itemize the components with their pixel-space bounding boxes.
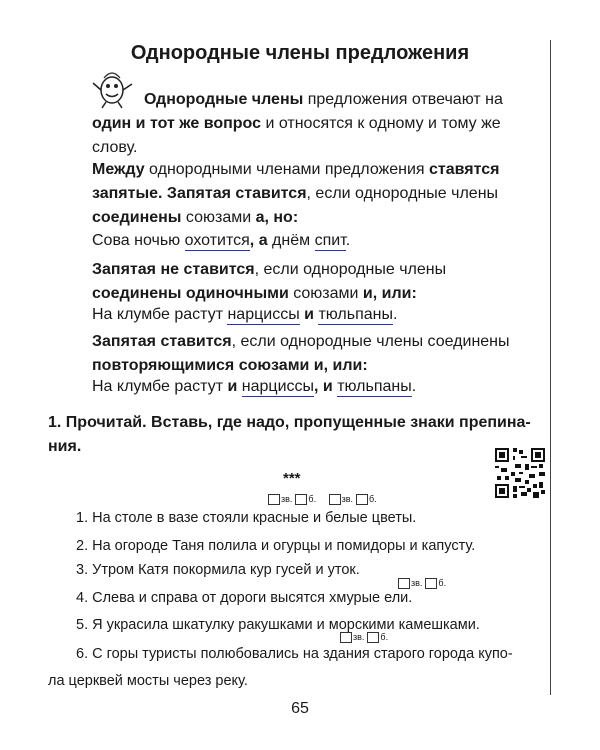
rule-paragraph-2: Между однородными членами предложения ставятся запятые. Запятая ставится, если однородные члены соединены союзами а, но: <box>92 161 500 226</box>
exercise-sentence-continued: ла церквей мосты через реку. <box>48 673 248 689</box>
exercise-sentence: 3. Утром Катя покормила кур гусей и уток. <box>76 562 360 578</box>
task-heading: 1. Прочитай. Вставь, где надо, пропущенные знаки препина- <box>48 414 531 431</box>
example-sentence-3: На клумбе растут и нарциссы, и тюльпаны. <box>92 378 417 395</box>
exercise-sentence: 1. На столе в вазе стояли красные и белые цветы. <box>76 510 417 526</box>
answer-box[interactable] <box>398 578 410 589</box>
task-mark-sentence-4: зв. б. <box>398 578 446 589</box>
margin-line <box>550 40 551 695</box>
rule-paragraph-3: Запятая не ставится, если однородные члены соединены одиночными союзами и, или: <box>92 261 447 302</box>
exercise-sentence: 5. Я украсила шкатулку ракушками и морскими камешками. <box>76 617 480 633</box>
stars-divider: *** <box>283 470 301 487</box>
example-sentence-2: На клумбе растут нарциссы и тюльпаны. <box>92 306 398 323</box>
page-title: Однородные члены предложения <box>130 42 470 64</box>
answer-box[interactable] <box>329 494 341 505</box>
answer-box[interactable] <box>295 494 307 505</box>
page-number: 65 <box>291 700 309 717</box>
task-mark-sentence-1: зв. б. зв. б. <box>268 494 377 505</box>
answer-box[interactable] <box>367 632 379 643</box>
task-heading-continued: ния. <box>48 438 82 455</box>
task-mark-sentence-6: зв. б. <box>340 632 388 643</box>
answer-box[interactable] <box>268 494 280 505</box>
rule-paragraph-1: Однородные члены предложения отвечают на один и тот же вопрос и относятся к одному и тому же слову. <box>92 91 503 156</box>
qr-code-icon <box>495 448 545 498</box>
exercise-sentence: 4. Слева и справа от дороги высятся хмурые ели. <box>76 590 413 606</box>
example-sentence-1: Сова ночью охотится, а днём спит. <box>92 232 351 249</box>
answer-box[interactable] <box>356 494 368 505</box>
exercise-sentence: 2. На огороде Таня полила и огурцы и помидоры и капусту. <box>76 538 476 554</box>
rule-paragraph-4: Запятая ставится, если однородные члены соединены повторяющимися союзами и, или: <box>92 333 510 374</box>
answer-box[interactable] <box>340 632 352 643</box>
exercise-sentence: 6. С горы туристы полюбовались на здания старого города купо- <box>76 646 513 662</box>
answer-box[interactable] <box>425 578 437 589</box>
